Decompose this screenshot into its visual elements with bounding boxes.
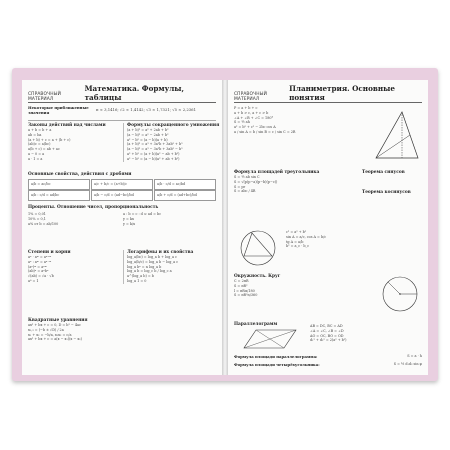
fraction-cell: a/b : c/d = ad/bc [28, 190, 90, 201]
percent-right [123, 212, 213, 226]
formula-line: S = πR² [234, 283, 248, 288]
formula-line: S = √(p(p−a)(p−b)(p−c)) [234, 179, 278, 184]
formula-line: x₁ + x₂ = −b/a, x₁x₂ = c/a [28, 332, 72, 337]
formula-line: (aⁿ)ᵐ = aⁿᵐ [28, 264, 47, 269]
percent-section [28, 205, 216, 247]
right-triangle-section [234, 228, 422, 272]
formula-line: a% от b = ab/100 [28, 221, 59, 226]
section-tag: СПРАВОЧНЫЙ МАТЕРИАЛ [234, 92, 267, 102]
formula-line: (a + b)² = a² + 2ab + b² [127, 128, 169, 132]
formula-line: C = 2πR [234, 279, 249, 283]
logs-block [123, 250, 220, 284]
fraction-cell: a/b + c/d = (ad+bc)/bd [154, 190, 216, 201]
formula-line: a + b = b + a [28, 128, 52, 132]
formula-line: S = pr [234, 184, 246, 189]
parallelogram-area-label: Формула площади параллелограмма: [234, 354, 318, 359]
section-heading: Параллелограмм [234, 322, 278, 327]
formula-line: S = πR²α/360 [234, 293, 258, 298]
fraction-cell: a/b = ac/bc [28, 179, 90, 190]
sine-theorem-heading: Теорема синусов [362, 170, 405, 175]
laws-and-short-mult [28, 120, 220, 169]
section-heading: Некоторые приближенные значения [28, 105, 89, 115]
formula-line: tg A = a/b [286, 239, 304, 244]
formula-line: ∠A + ∠B + ∠C = 180° [234, 115, 274, 120]
irrational-section [28, 105, 216, 115]
powers-block [28, 250, 118, 284]
formula-line: a^(log_a b) = b [127, 274, 154, 279]
formula-line: S = abc / 4R [234, 189, 256, 194]
formula-line: AB = DC, BC = AD [310, 324, 343, 328]
formula-line: a : b = c : d ⇔ ad = bc [123, 212, 162, 216]
right-page [228, 80, 428, 375]
section-heading: Квадратные уравнения [28, 318, 88, 323]
formula-line: a(b + c) = ab + ac [28, 147, 60, 152]
left-page-header [28, 84, 216, 103]
area-section [234, 170, 422, 226]
formula-line: (ab)c = a(bc) [28, 142, 51, 147]
formula-line: log_a(b/c) = log_a b − log_a c [127, 259, 179, 264]
formula-line: AO = OC, BO = OD [310, 333, 344, 338]
formula-line: sin A = a/c, cos A = b/c [286, 234, 327, 239]
formula-line: a⁰ = 1 [28, 278, 39, 283]
quadrilateral-area-row [234, 362, 422, 367]
right-triangle-formulas [286, 230, 416, 249]
fraction-cell: a/b · c/d = ac/bd [154, 179, 216, 190]
formula-line: c² = a² + b² [286, 230, 307, 234]
cosine-theorem-heading: Теорема косинусов [362, 190, 411, 195]
formula-line: ax² + bx + c = a(x − x₁)(x − x₂) [28, 337, 82, 342]
parallelogram-area-formula: S = a · h [407, 354, 422, 358]
formula-line: x₁,₂ = (−b ± √D) / 2a [28, 327, 64, 332]
fraction-cell: a/b − c/d = (ad−bc)/bd [91, 190, 153, 201]
formula-line: h² = a_c · b_c [286, 244, 310, 249]
formula-line: aⁿ · aᵐ = aⁿ⁺ᵐ [28, 255, 52, 259]
section-heading: Проценты. Отношение чисел, пропорциональность [28, 205, 159, 210]
circle-formulas [234, 274, 364, 298]
section-heading: Законы действий над числами [28, 123, 106, 128]
triangle-figure [372, 108, 422, 162]
formula-line: 1% = 0,01 [28, 212, 46, 216]
formula-line: (a + b)³ = a³ + 3a²b + 3ab² + b³ [127, 142, 183, 147]
parallelogram-formulas [310, 324, 422, 343]
section-tag: СПРАВОЧНЫЙ МАТЕРИАЛ [28, 92, 61, 102]
formula-line: y = kx [123, 216, 134, 221]
formula-line: P = a + b + c [234, 106, 258, 110]
section-heading: Формула площадей треугольника [234, 170, 320, 175]
short-mult-block [123, 123, 220, 162]
formula-line: log_a b = log_c b / log_c a [127, 269, 172, 274]
formula-line: log_a 1 = 0 [127, 278, 147, 283]
section-heading: Окружность. Круг [234, 274, 281, 279]
formula-line: ab = ba [28, 132, 42, 137]
formula-line: (a + b) + c = a + (b + c) [28, 137, 71, 142]
parallelogram-section [234, 322, 422, 352]
formula-line: l = πRα/180 [234, 288, 255, 293]
fractions-section [28, 172, 216, 202]
formula-line: log_a(bc) = log_a b + log_a c [127, 255, 177, 259]
formula-line: a³ − b³ = (a − b)(a² + ab + b²) [127, 156, 180, 161]
area-formulas-section [234, 354, 422, 374]
formula-line: a² = b² + c² − 2bc cos A [234, 125, 276, 130]
section-heading: Степени и корни [28, 250, 71, 255]
formula-line: a² − b² = (a − b)(a + b) [127, 137, 168, 142]
triangle-formulas [234, 106, 364, 135]
formula-line: 10% = 0,1 [28, 216, 46, 221]
formula-line: S = ½ ab sin C [234, 175, 260, 179]
section-heading: Основные свойства, действия с дробями [28, 172, 132, 177]
page-title: Планиметрия. Основные понятия [289, 84, 395, 102]
formula-line: log_a bⁿ = n log_a b [127, 264, 162, 269]
circle-figure [380, 274, 420, 314]
right-page-header [234, 84, 422, 103]
left-page [22, 80, 222, 375]
formula-line: a · 1 = a [28, 156, 43, 161]
formula-line: a + b > c, a + c > b [234, 110, 269, 115]
formula-line: S = ½ ah [234, 120, 250, 125]
irrational-values: π ≈ 3,1416; √2 ≈ 1,4142; √3 ≈ 1,7321; √5 ≈ 2,2361 [96, 107, 196, 112]
circle-section [234, 274, 422, 320]
formula-line: (a − b)² = a² − 2ab + b² [127, 132, 169, 137]
formula-line: aⁿ : aᵐ = aⁿ⁻ᵐ [28, 259, 52, 264]
fraction-cell: a/c + b/c = (a+b)/c [91, 179, 153, 190]
quadratic-section [28, 318, 216, 368]
formula-line: (ab)ⁿ = aⁿbⁿ [28, 269, 49, 274]
section-heading: Формулы сокращенного умножения [127, 123, 220, 128]
formula-line: d₁² + d₂² = 2(a² + b²) [310, 338, 347, 343]
parallelogram-area-row [234, 354, 422, 359]
parallelogram-figure [242, 328, 298, 350]
page-title: Математика. Формулы, таблицы [84, 84, 185, 102]
formula-line: ax² + bx + c = 0, D = b² − 4ac [28, 323, 81, 327]
formula-line: √(ab) = √a · √b [28, 274, 54, 279]
formula-line: ∠A = ∠C, ∠B = ∠D [310, 328, 344, 333]
quadrilateral-area-formula: S = ½ d₁d₂ sin φ [393, 362, 422, 366]
inscribed-triangle-figure [238, 228, 278, 268]
triangle-section [234, 106, 422, 166]
powers-and-logs [28, 250, 216, 312]
formula-line: y = k/x [123, 221, 136, 226]
percent-left [28, 212, 118, 226]
formula-line: a − 0 = a [28, 151, 45, 156]
section-heading: Логарифмы и их свойства [127, 250, 194, 255]
formula-line: a / sin A = b / sin B = c / sin C = 2R [234, 129, 296, 134]
formula-line: (a − b)³ = a³ − 3a²b + 3ab² − b³ [127, 147, 183, 152]
formula-line: a³ + b³ = (a + b)(a² − ab + b²) [127, 151, 180, 156]
quadrilateral-area-label: Формула площади четырёхугольника: [234, 362, 320, 367]
laws-block [28, 123, 120, 162]
